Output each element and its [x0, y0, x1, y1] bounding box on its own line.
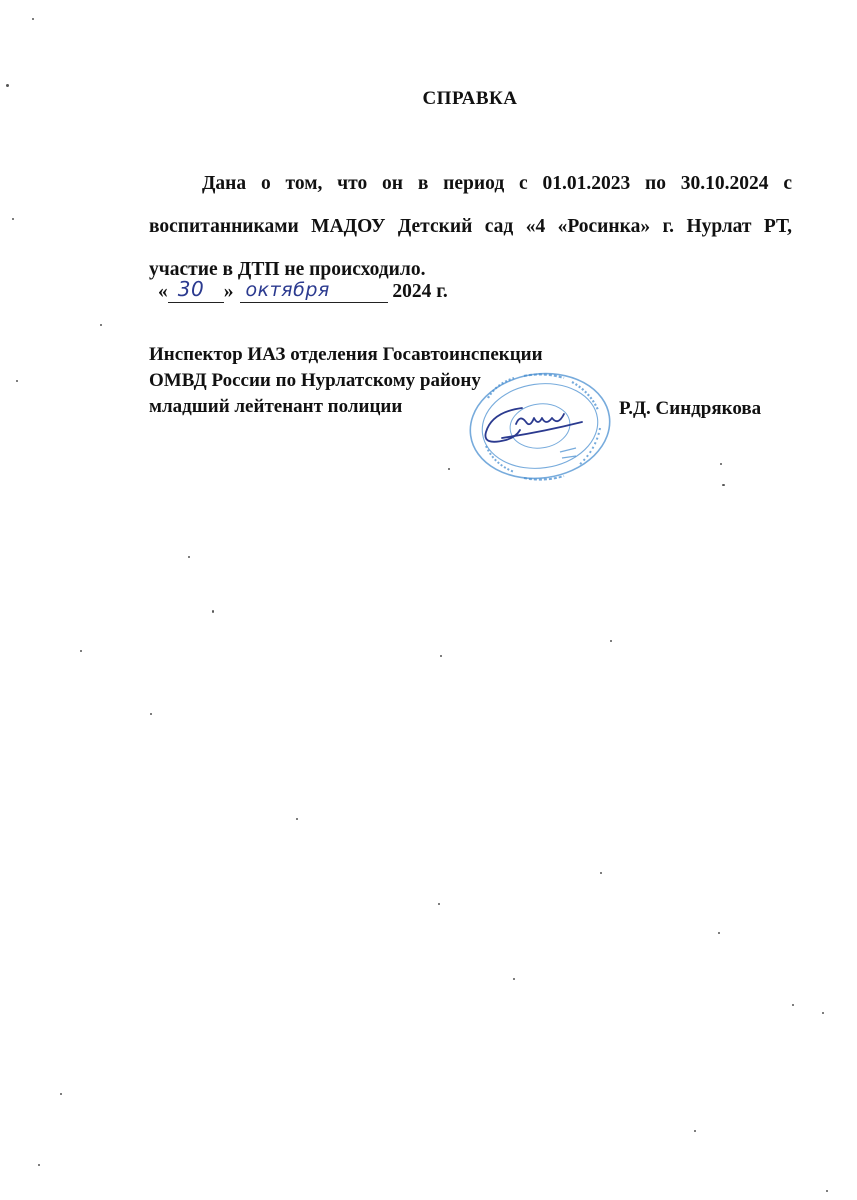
scan-speck — [722, 484, 725, 486]
scan-speck — [822, 1012, 824, 1014]
signatory-position-line1: Инспектор ИАЗ отделения Госавтоинспекции — [149, 344, 543, 365]
scan-speck — [100, 324, 102, 326]
signatory-position-line2: ОМВД России по Нурлатскому району — [149, 370, 481, 391]
scan-speck — [513, 978, 515, 980]
scan-speck — [610, 640, 612, 642]
scan-speck — [440, 655, 442, 657]
scan-speck — [600, 872, 602, 874]
scan-speck — [296, 818, 298, 820]
scan-speck — [80, 650, 82, 652]
date-line — [158, 277, 448, 310]
scan-speck — [12, 218, 14, 220]
scan-speck — [694, 1130, 696, 1132]
date-close-quote: » — [223, 281, 234, 302]
scan-speck — [826, 1190, 828, 1192]
scan-speck — [60, 1093, 62, 1095]
date-month-handwritten: октября — [245, 279, 330, 301]
date-month-blank — [240, 280, 388, 303]
scan-speck — [16, 380, 18, 382]
scan-speck — [6, 84, 9, 87]
date-day-handwritten: 30 — [177, 277, 205, 301]
scan-speck — [188, 556, 190, 558]
official-stamp-icon — [452, 368, 617, 488]
scan-speck — [438, 903, 440, 905]
scan-speck — [792, 1004, 794, 1006]
signatory-name: Р.Д. Синдрякова — [619, 398, 762, 419]
date-year: 2024 г. — [392, 281, 448, 302]
date-open-quote: « — [158, 281, 168, 302]
scan-speck — [32, 18, 34, 20]
date-day-blank — [168, 277, 224, 303]
scan-speck — [38, 1164, 40, 1166]
scan-speck — [448, 468, 450, 470]
document-body: Дана о том, что он в период с 01.01.2023 по 30.10.2024 с воспитанниками МАДОУ Детский сад «4 «Росинка» г. Нурлат РТ, участие в ДТП не происходило. — [149, 173, 792, 280]
scan-speck — [720, 463, 722, 465]
scan-speck — [212, 610, 214, 613]
scan-speck — [150, 713, 152, 715]
scan-speck — [718, 932, 720, 934]
signatory-rank: младший лейтенант полиции — [149, 396, 403, 417]
document-title: СПРАВКА — [422, 88, 518, 109]
